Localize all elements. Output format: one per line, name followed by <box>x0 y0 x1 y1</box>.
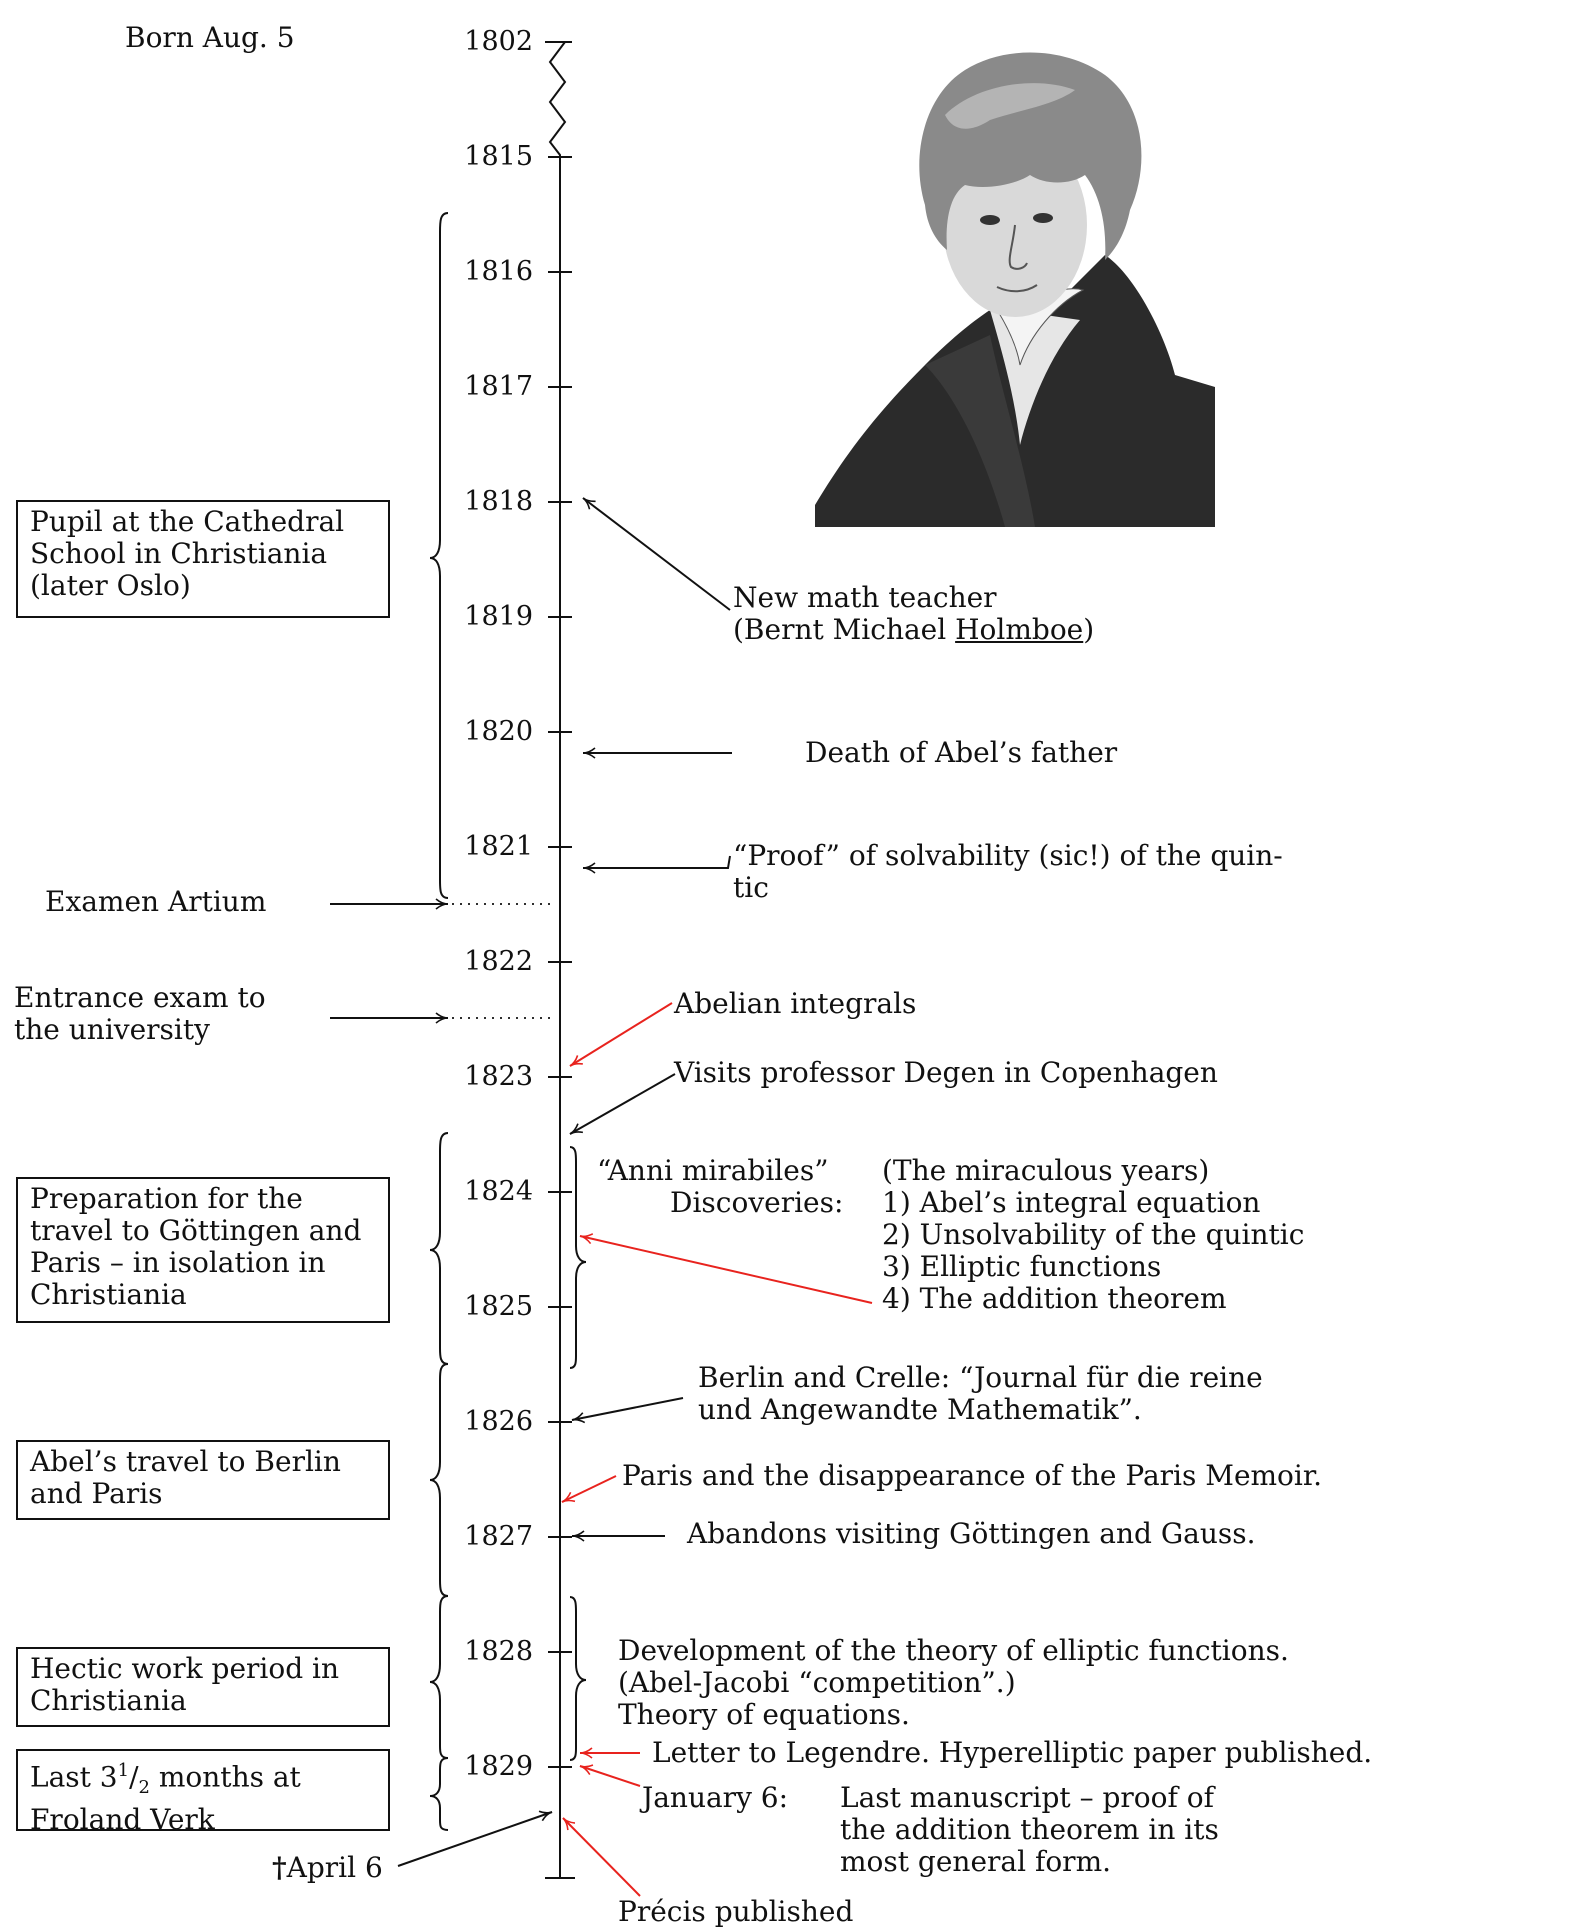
axis-zigzag <box>545 42 565 1878</box>
year-label-1825: 1825 <box>464 1291 533 1322</box>
born-label: Born Aug. 5 <box>125 21 295 54</box>
proof-line-1: “Proof” of solvability (sic!) of the quin- <box>733 839 1283 872</box>
dagger-icon: † <box>272 1851 287 1884</box>
year-label-1819: 1819 <box>464 601 533 632</box>
year-label-1802: 1802 <box>464 26 533 57</box>
manuscript-line-3: most general form. <box>840 1845 1112 1878</box>
brace-pupil <box>430 213 448 898</box>
entrance-exam-line-1: Entrance exam to <box>14 981 266 1014</box>
last-months-suffix: months at <box>149 1760 301 1794</box>
elliptic-line-3: Theory of equations. <box>618 1698 910 1731</box>
last-months-prefix: Last 3 <box>30 1760 118 1794</box>
crelle-line-2: und Angewandte Mathematik”. <box>698 1393 1142 1426</box>
brace-preparation <box>430 1133 448 1364</box>
fraction-slash: / <box>129 1760 139 1794</box>
entrance-exam-line-2: the university <box>14 1013 210 1046</box>
gauss-event: Abandons visiting Göttingen and Gauss. <box>687 1517 1256 1550</box>
preparation-line-3: Paris – in isolation in <box>30 1246 326 1279</box>
portrait-eye-right <box>1033 213 1053 223</box>
pupil-line-2: School in Christiania <box>30 537 328 570</box>
travel-line-1: Abel’s travel to Berlin <box>30 1445 341 1478</box>
arrow-crelle <box>572 1398 683 1420</box>
memoir-event: Paris and the disappearance of the Paris Memoir. <box>622 1459 1323 1492</box>
teacher-event <box>733 582 1094 646</box>
teacher-line-1: New math teacher <box>733 581 997 614</box>
precis-event: Précis published <box>618 1895 854 1928</box>
discoveries-item-4: 4) The addition theorem <box>882 1282 1227 1315</box>
pupil-line-1: Pupil at the Cathedral <box>30 505 345 538</box>
year-label-1818: 1818 <box>464 486 533 517</box>
year-label-1821: 1821 <box>464 831 533 862</box>
last-months-line-2: Froland Verk <box>30 1802 215 1836</box>
year-label-1815: 1815 <box>464 141 533 172</box>
discoveries-item-3: 3) Elliptic functions <box>882 1250 1162 1283</box>
year-label-1829: 1829 <box>464 1751 533 1782</box>
discoveries-list <box>882 1155 1304 1315</box>
crelle-line-1: Berlin and Crelle: “Journal für die reine <box>698 1361 1263 1394</box>
proof-event <box>733 840 1283 904</box>
preparation-line-4: Christiania <box>30 1278 187 1311</box>
last-months-box <box>16 1749 390 1836</box>
proof-line-2: tic <box>733 871 769 904</box>
degen-event: Visits professor Degen in Copenhagen <box>674 1056 1218 1089</box>
last-months-line-1 <box>30 1755 376 1804</box>
manuscript-event <box>840 1782 1219 1878</box>
travel-box <box>16 1440 390 1520</box>
pupil-box <box>16 500 390 618</box>
left-braces <box>430 213 448 1830</box>
hectic-box <box>16 1647 390 1727</box>
year-label-1826: 1826 <box>464 1406 533 1437</box>
teacher-name: Holmboe <box>955 613 1084 646</box>
year-label-1828: 1828 <box>464 1636 533 1667</box>
year-label-1816: 1816 <box>464 256 533 287</box>
teacher-line-2-suffix: ) <box>1083 613 1095 646</box>
abelian-integrals-event: Abelian integrals <box>674 987 917 1020</box>
anni-mirabiles-title: “Anni mirabiles” <box>597 1154 829 1187</box>
discoveries-label: Discoveries: <box>670 1186 844 1219</box>
arrow-teacher <box>583 498 730 610</box>
year-label-1822: 1822 <box>464 946 533 977</box>
pupil-line-3: (later Oslo) <box>30 569 191 602</box>
teacher-line-2 <box>733 614 1094 646</box>
year-label-1827: 1827 <box>464 1521 533 1552</box>
fraction-denominator: 2 <box>138 1776 150 1798</box>
hectic-line-1: Hectic work period in <box>30 1652 340 1685</box>
manuscript-date: January 6: <box>642 1781 789 1814</box>
arrow-precis <box>563 1818 640 1896</box>
crelle-event <box>698 1362 1263 1426</box>
arrow-degen <box>570 1074 675 1134</box>
portrait-eye-left <box>980 215 1000 225</box>
preparation-box <box>16 1177 390 1323</box>
arrow-manuscript <box>580 1766 640 1786</box>
entrance-exam-label <box>14 982 266 1046</box>
discoveries-item-2: 2) Unsolvability of the quintic <box>882 1218 1305 1251</box>
year-label-1817: 1817 <box>464 371 533 402</box>
right-braces <box>570 1147 586 1760</box>
arrow-memoir <box>562 1476 616 1502</box>
abel-portrait-image <box>815 35 1215 527</box>
teacher-line-2-prefix: (Bernt Michael <box>733 613 956 646</box>
arrow-anni <box>580 1236 872 1303</box>
fraction-numerator: 1 <box>117 1760 130 1781</box>
arrow-death <box>398 1812 552 1866</box>
year-label-1820: 1820 <box>464 716 533 747</box>
preparation-line-2: travel to Göttingen and <box>30 1214 362 1247</box>
elliptic-line-2: (Abel-Jacobi “competition”.) <box>618 1666 1016 1699</box>
death-label <box>272 1852 383 1884</box>
hectic-line-2: Christiania <box>30 1684 187 1717</box>
elliptic-line-1: Development of the theory of elliptic functions. <box>618 1634 1289 1667</box>
manuscript-line-1: Last manuscript – proof of <box>840 1781 1214 1814</box>
brace-anni <box>570 1147 586 1368</box>
year-label-1824: 1824 <box>464 1176 533 1207</box>
elliptic-event <box>618 1635 1289 1731</box>
arrow-abelian <box>570 1003 672 1066</box>
examen-artium-label: Examen Artium <box>45 885 267 918</box>
arrow-proof <box>583 856 730 868</box>
death-date: April 6 <box>286 1851 383 1884</box>
brace-travel <box>430 1364 448 1596</box>
father-death-event: Death of Abel’s father <box>805 736 1118 769</box>
preparation-line-1: Preparation for the <box>30 1182 303 1215</box>
manuscript-line-2: the addition theorem in its <box>840 1813 1219 1846</box>
discoveries-item-1: 1) Abel’s integral equation <box>882 1186 1261 1219</box>
year-label-1823: 1823 <box>464 1061 533 1092</box>
brace-last <box>430 1758 448 1830</box>
brace-elliptic <box>570 1597 586 1760</box>
brace-hectic <box>430 1596 448 1758</box>
discoveries-item-0: (The miraculous years) <box>882 1154 1210 1187</box>
legendre-event: Letter to Legendre. Hyperelliptic paper published. <box>652 1736 1373 1769</box>
travel-line-2: and Paris <box>30 1477 163 1510</box>
